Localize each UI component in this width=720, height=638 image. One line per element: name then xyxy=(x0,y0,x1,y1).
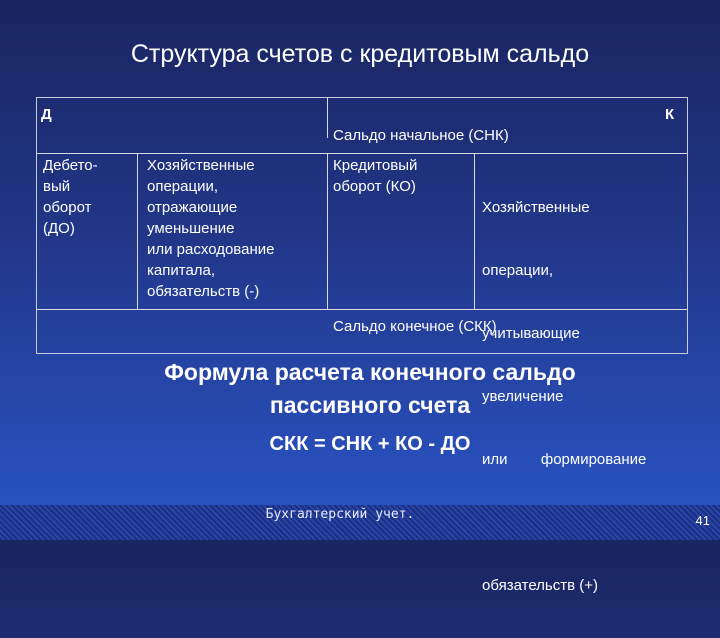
text-line: оборот xyxy=(43,199,92,216)
slide-title: Структура счетов с кредитовым сальдо xyxy=(130,40,590,68)
divider-top-vertical xyxy=(327,98,328,138)
text-line: обязательств (+) xyxy=(482,577,598,594)
credit-turnover-text xyxy=(333,155,473,197)
closing-balance: Сальдо конечное (СКК) xyxy=(333,318,497,335)
text-line: или расходование xyxy=(147,241,275,258)
divider-upper-horizontal xyxy=(37,153,687,154)
credit-label: К xyxy=(665,106,675,123)
text-line: оборот (КО) xyxy=(333,178,416,195)
text-line: обязательств (-) xyxy=(147,283,260,300)
text-line: уменьшение xyxy=(147,220,235,237)
text-line: (ДО) xyxy=(43,220,75,237)
text-line: Хозяйственные xyxy=(482,199,590,216)
debit-turnover-text xyxy=(43,155,135,239)
page-number: 41 xyxy=(695,513,710,528)
formula-title xyxy=(80,356,660,422)
divider-col-1 xyxy=(137,153,138,309)
text-line: операции, xyxy=(147,178,219,195)
divider-col-2 xyxy=(327,153,328,309)
formula-expression: СКК = СНК + КО - ДО xyxy=(269,433,471,455)
text-line: Дебето- xyxy=(43,157,98,174)
debit-operations-text xyxy=(147,155,325,302)
text-line: или формирование xyxy=(482,451,647,468)
footer-text: Бухгалтерский учет. xyxy=(265,507,415,522)
divider-col-3 xyxy=(474,153,475,309)
text-line: увеличение xyxy=(482,388,564,405)
formula-title-line: пассивного счета xyxy=(269,392,471,418)
text-line: Кредитовый xyxy=(333,157,418,174)
text-line: учитывающие xyxy=(482,325,580,342)
opening-balance: Сальдо начальное (СНК) xyxy=(333,127,509,144)
text-line: операции, xyxy=(482,262,554,279)
text-line: Хозяйственные xyxy=(147,157,255,174)
text-line: вый xyxy=(43,178,71,195)
formula-title-line: Формула расчета конечного сальдо xyxy=(164,359,576,385)
text-line: капитала, xyxy=(147,262,216,279)
debit-label: Д xyxy=(41,106,52,123)
text-line: отражающие xyxy=(147,199,238,216)
